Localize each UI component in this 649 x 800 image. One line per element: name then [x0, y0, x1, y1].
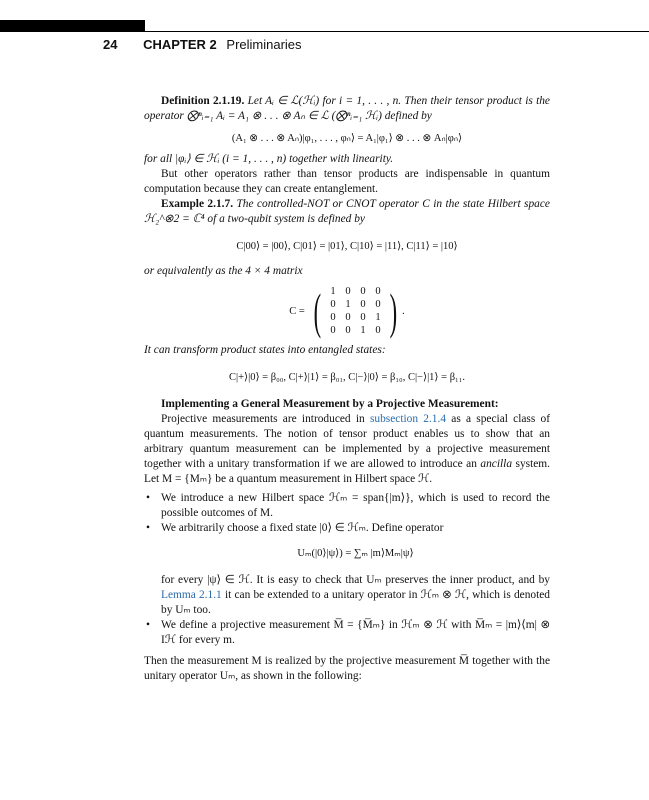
definition-label: Definition 2.1.19. — [161, 95, 245, 107]
matrix-table: 1 0 0 0 0 1 0 0 0 0 0 1 0 0 1 0 — [330, 286, 381, 336]
definition-text: Let Aᵢ ∈ ℒ(ℋᵢ) for i = 1, . . . , n. Then their tensor product is the operator ⨂ⁿᵢ₌₁ Aᵢ = A₁ ⊗ . . . ⊗ Aₙ ∈ ℒ (⨂ⁿᵢ₌₁ ℋᵢ) defined by — [144, 95, 550, 122]
left-paren: ( — [313, 283, 321, 339]
page-body — [144, 94, 550, 684]
header-rule — [145, 31, 649, 32]
list-item: • We introduce a new Hilbert space ℋₘ = span{|m⟩}, which is used to record the possible outcomes of M. — [146, 492, 550, 519]
subsection-link[interactable]: subsection 2.1.4 — [369, 413, 447, 425]
example-2-1-7 — [144, 197, 550, 227]
matrix-intro: or equivalently as the 4 × 4 matrix — [144, 265, 303, 277]
header-bar — [0, 20, 145, 32]
cnot-equation: C|00⟩ = |00⟩, C|01⟩ = |01⟩, C|10⟩ = |11⟩, C|11⟩ = |10⟩ — [236, 241, 458, 252]
unitary-explanation: for every |ψ⟩ ∈ ℋ. It is easy to check that Uₘ preserves the inner product, and by Lemma 2.1.1 it can be extended to a unitary operator in ℋₘ ⊗ ℋ, which is denoted by Uₘ too. — [161, 574, 551, 616]
page-number: 24 — [103, 37, 118, 52]
list-item: • We arbitrarily choose a fixed state |0⟩ ∈ ℋₘ. Define operator Uₘ(|0⟩|ψ⟩) = ∑ₘ |m⟩Mₘ|ψ⟩ for every |ψ⟩ ∈ ℋ. It is easy to check that Uₘ preserves the inner product, and by Lemma 2.1.1 it can be extended to a unitary operator in ℋₘ ⊗ ℋ, which is denoted by Uₘ too. — [146, 522, 551, 616]
definition-2-1-19 — [144, 94, 550, 124]
entangle-intro: It can transform product states into entangled states: — [144, 344, 386, 356]
construction-list — [144, 491, 550, 648]
matrix-label: C = — [289, 305, 305, 317]
cnot-matrix — [144, 285, 550, 337]
lemma-link[interactable]: Lemma 2.1.1 — [161, 589, 222, 601]
right-paren: ) — [390, 283, 398, 339]
definition-after: for all |φᵢ⟩ ∈ ℋᵢ (i = 1, . . . , n) together with linearity. — [144, 153, 394, 165]
example-text: The controlled-NOT or CNOT operator C in the state Hilbert space ℋ₂^⊗2 = ℂ⁴ of a two-qubit system is defined by — [144, 198, 550, 225]
example-label: Example 2.1.7. — [161, 198, 234, 210]
running-header — [103, 37, 302, 52]
chapter-label: CHAPTER 2 — [143, 37, 217, 52]
matrix-period: . — [402, 305, 405, 317]
operators-paragraph: But other operators rather than tensor products are indispensable in quantum computation because they can create entanglement. — [144, 168, 550, 195]
closing-paragraph: Then the measurement M is realized by the projective measurement M̅ together with the unitary operator Uₘ, as shown in the following: — [144, 655, 550, 682]
section-paragraph: Projective measurements are introduced in subsection 2.1.4 as a special class of quantum measurements. The notion of tensor product enables us to show that an arbitrary quantum measurement can be implemented by a projective measurement together with a unitary transformation if we are allowed to introduce an ancilla system. Let M = {Mₘ} be a quantum measurement in Hilbert space ℋ. — [144, 413, 551, 485]
entangle-equation: C|+⟩|0⟩ = β₀₀, C|+⟩|1⟩ = β₀₁, C|−⟩|0⟩ = β₁₀, C|−⟩|1⟩ = β₁₁. — [228, 372, 465, 383]
unitary-equation: Uₘ(|0⟩|ψ⟩) = ∑ₘ |m⟩Mₘ|ψ⟩ — [297, 548, 414, 559]
definition-equation: (A₁ ⊗ . . . ⊗ Aₙ)|φ₁, . . . , φₙ⟩ = A₁|φ₁⟩ ⊗ . . . ⊗ Aₙ|φₙ⟩ — [231, 133, 463, 144]
chapter-title: Preliminaries — [226, 37, 302, 52]
list-item: • We define a projective measurement M̅ = {M̅ₘ} in ℋₘ ⊗ ℋ with M̅ₘ = |m⟩⟨m| ⊗ Iℋ for every m. — [146, 619, 550, 646]
section-heading: Implementing a General Measurement by a Projective Measurement: — [161, 398, 499, 410]
